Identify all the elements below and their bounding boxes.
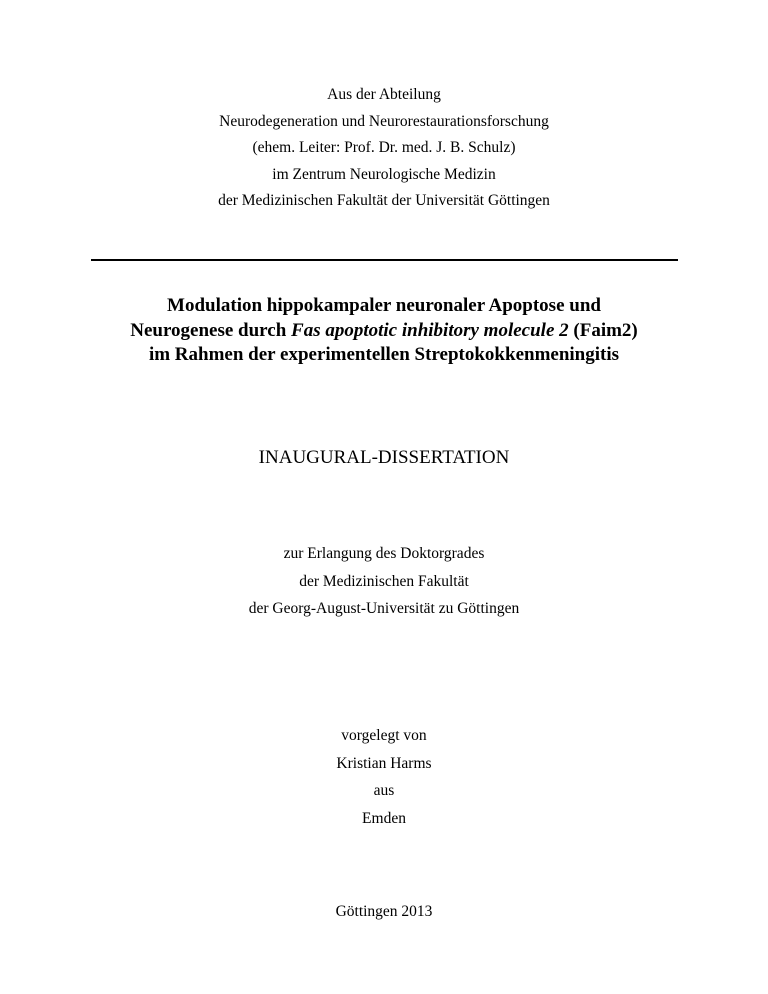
- thesis-title: [0, 294, 768, 368]
- author-block: [0, 722, 768, 832]
- place-and-year: Göttingen 2013: [335, 903, 433, 920]
- header-line: im Zentrum Neurologische Medizin: [272, 165, 496, 183]
- submitted-by-label: vorgelegt von: [341, 727, 427, 744]
- author-hometown: Emden: [362, 809, 406, 827]
- header-line: (ehem. Leiter: Prof. Dr. med. J. B. Schulz): [252, 139, 516, 156]
- title-line-1: Modulation hippokampaler neuronaler Apoptose und: [167, 295, 601, 316]
- title-line-2-suffix: (Faim2): [568, 319, 638, 341]
- header-line: Aus der Abteilung: [327, 86, 441, 103]
- degree-purpose: [0, 540, 768, 623]
- title-line-2-prefix: Neurogenese durch: [130, 319, 292, 341]
- horizontal-divider: [91, 259, 678, 261]
- header-line: Neurodegeneration und Neurorestaurationsforschung: [219, 112, 549, 130]
- purpose-line: der Medizinischen Fakultät: [299, 572, 469, 590]
- dissertation-label: INAUGURAL-DISSERTATION: [258, 447, 510, 468]
- from-label: aus: [373, 782, 395, 799]
- purpose-line: der Georg-August-Universität zu Göttingen: [248, 600, 520, 617]
- header-line: der Medizinischen Fakultät der Universität Göttingen: [218, 192, 550, 209]
- author-name: Kristian Harms: [336, 754, 432, 772]
- purpose-line: zur Erlangung des Doktorgrades: [283, 545, 485, 562]
- title-line-2: [0, 319, 768, 344]
- title-italic-gene-name: Fas apoptotic inhibitory molecule 2: [291, 319, 569, 341]
- title-line-3: im Rahmen der experimentellen Streptokokkenmeningitis: [148, 344, 620, 365]
- department-header: [0, 82, 768, 215]
